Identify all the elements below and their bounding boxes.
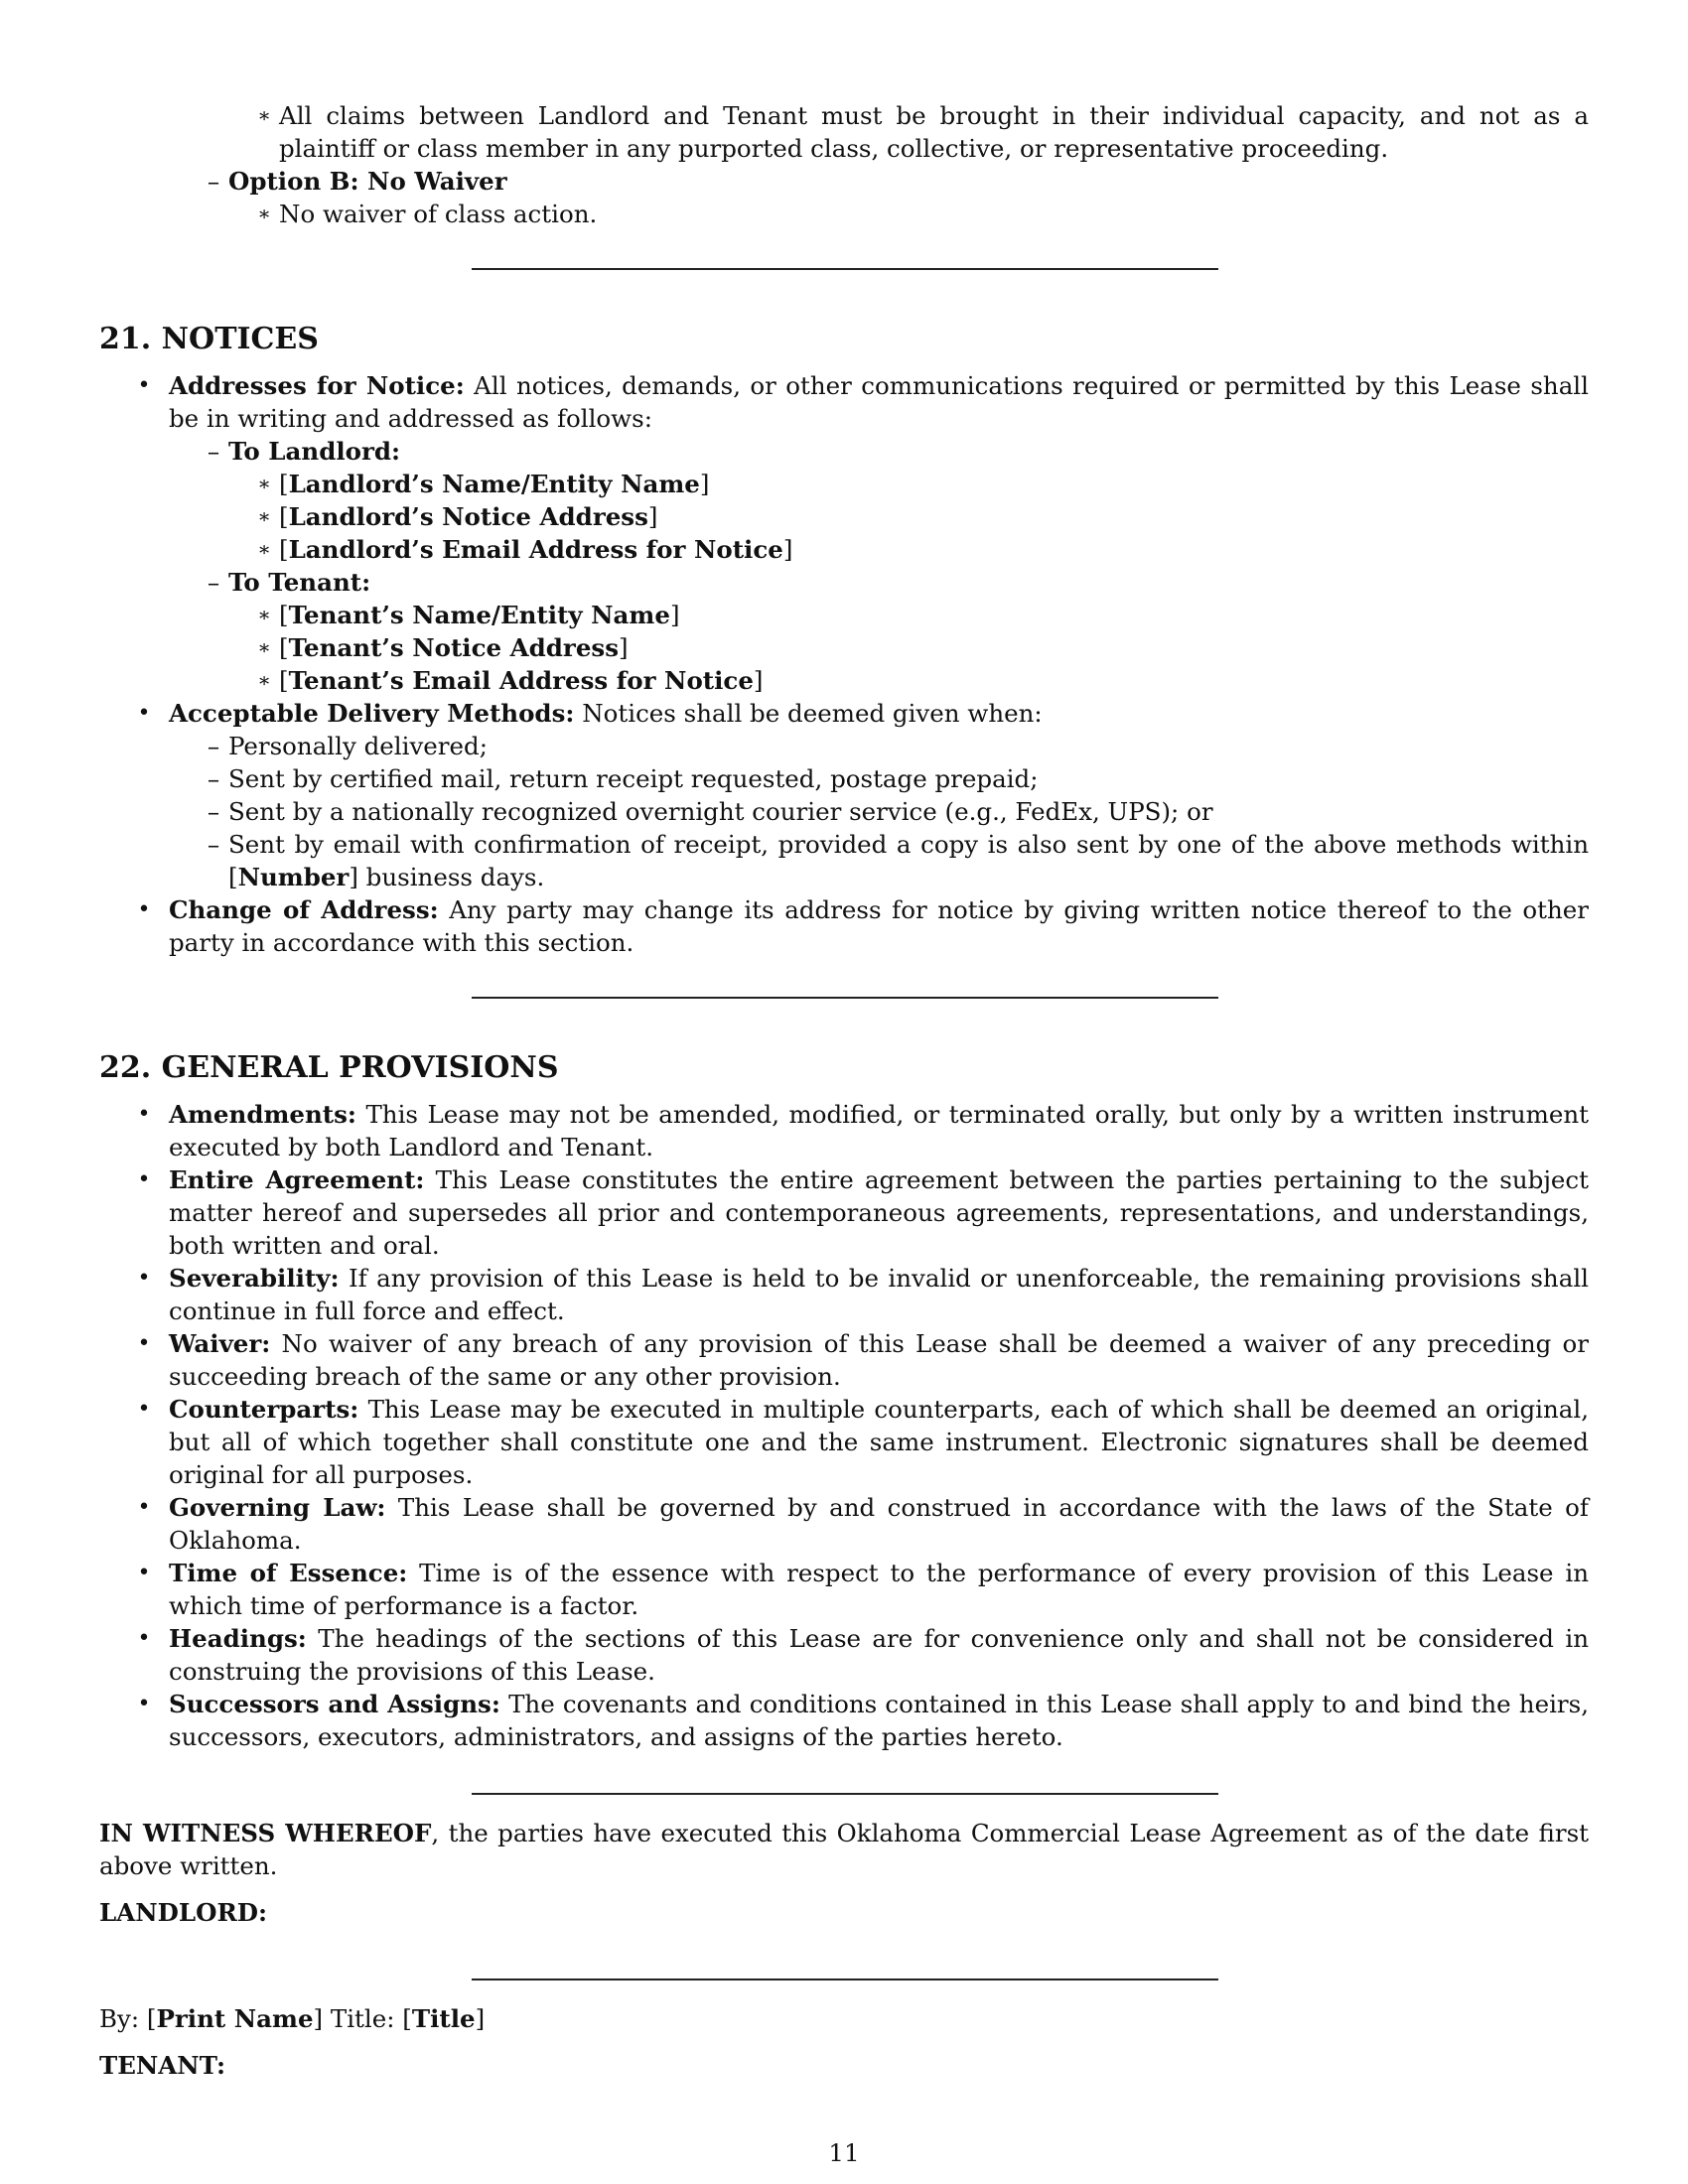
asterisk-bullet-icon: ∗ bbox=[257, 504, 271, 528]
list-item: • Amendments: This Lease may not be amended, modified, or terminated orally, but only by a written instrument executed by both Landlord and Tenant. bbox=[99, 1098, 1589, 1163]
landlord-by-line: By: [Print Name] Title: [Title] bbox=[99, 2004, 486, 2033]
section-heading-notices: 21. NOTICES bbox=[99, 322, 319, 356]
list-item: ∗ No waiver of class action. bbox=[99, 198, 1589, 230]
option-b-label: Option B: No Waiver bbox=[228, 167, 507, 196]
list-item: • Counterparts: This Lease may be executed in multiple counterparts, each of which shall be deemed an original, but all of which together shall constitute one and the same instrument. Electronic signatures shall be deemed original for all purposes. bbox=[99, 1393, 1589, 1491]
document-content bbox=[99, 99, 1589, 2082]
list-item: ∗ [Landlord’s Email Address for Notice] bbox=[99, 533, 1589, 566]
bullet-icon: • bbox=[137, 1102, 151, 1127]
list-item: – Sent by email with confirmation of receipt, provided a copy is also sent by one of the above methods within [Number] business days. bbox=[99, 828, 1589, 893]
dash-bullet-icon: – bbox=[207, 830, 220, 859]
bullet-icon: • bbox=[137, 897, 151, 922]
section-divider bbox=[472, 1793, 1218, 1795]
witness-paragraph: IN WITNESS WHEREOF, the parties have executed this Oklahoma Commercial Lease Agreement as of the date first above written. bbox=[99, 1819, 1589, 1880]
bullet-icon: • bbox=[137, 1331, 151, 1356]
list-item: • Headings: The headings of the sections of this Lease are for convenience only and shall not be considered in construing the provisions of this Lease. bbox=[99, 1622, 1589, 1688]
asterisk-bullet-icon: ∗ bbox=[257, 103, 271, 127]
list-item-change-of-address: • Change of Address: Any party may change its address for notice by giving written notice thereof to the other party in accordance with this section. bbox=[99, 893, 1589, 959]
list-item: • Successors and Assigns: The covenants and conditions contained in this Lease shall apply to and bind the heirs, successors, executors, administrators, and assigns of the parties hereto. bbox=[99, 1688, 1589, 1753]
section-divider bbox=[472, 268, 1218, 270]
asterisk-bullet-icon: ∗ bbox=[257, 635, 271, 659]
bullet-icon: • bbox=[137, 1397, 151, 1422]
asterisk-bullet-icon: ∗ bbox=[257, 668, 271, 692]
list-item: – Sent by a nationally recognized overnight courier service (e.g., FedEx, UPS); or bbox=[99, 795, 1589, 828]
bullet-icon: • bbox=[137, 373, 151, 398]
bullet-icon: • bbox=[137, 1561, 151, 1585]
dash-bullet-icon: – bbox=[207, 732, 220, 760]
list-item: ∗ [Landlord’s Name/Entity Name] bbox=[99, 468, 1589, 500]
asterisk-bullet-icon: ∗ bbox=[257, 603, 271, 626]
list-item bbox=[99, 165, 1589, 198]
list-item-delivery: • Acceptable Delivery Methods: Notices shall be deemed given when: bbox=[99, 697, 1589, 730]
dash-bullet-icon: – bbox=[207, 167, 220, 196]
landlord-signature-line bbox=[472, 1979, 1218, 1980]
asterisk-bullet-icon: ∗ bbox=[257, 202, 271, 225]
list-item: • Entire Agreement: This Lease constitutes the entire agreement between the parties pertaining to the subject matter hereof and supersedes all prior and contemporaneous agreements, representations, and understandings, both written and oral. bbox=[99, 1163, 1589, 1262]
list-item: ∗ [Tenant’s Notice Address] bbox=[99, 631, 1589, 664]
list-item: • Waiver: No waiver of any breach of any provision of this Lease shall be deemed a waiver of any preceding or succeeding breach of the same or any other provision. bbox=[99, 1327, 1589, 1393]
asterisk-bullet-icon: ∗ bbox=[257, 537, 271, 561]
bullet-icon: • bbox=[137, 1692, 151, 1716]
list-item: ∗ All claims between Landlord and Tenant must be brought in their individual capacity, and not as a plaintiff or class member in any purported class, collective, or representative proceeding. bbox=[99, 99, 1589, 165]
dash-bullet-icon: – bbox=[207, 797, 220, 826]
list-item: ∗ [Tenant’s Email Address for Notice] bbox=[99, 664, 1589, 697]
list-item: • Governing Law: This Lease shall be governed by and construed in accordance with the laws of the State of Oklahoma. bbox=[99, 1491, 1589, 1557]
landlord-label: LANDLORD: bbox=[99, 1898, 268, 1927]
bullet-icon: • bbox=[137, 1167, 151, 1192]
dash-bullet-icon: – bbox=[207, 764, 220, 793]
list-item: • Severability: If any provision of this Lease is held to be invalid or unenforceable, the remaining provisions shall continue in full force and effect. bbox=[99, 1262, 1589, 1327]
bullet-icon: • bbox=[137, 1266, 151, 1291]
list-item-addresses: • Addresses for Notice: All notices, demands, or other communications required or permitted by this Lease shall be in writing and addressed as follows: bbox=[99, 369, 1589, 435]
list-item: – To Tenant: bbox=[99, 566, 1589, 599]
list-item: – Sent by certified mail, return receipt requested, postage prepaid; bbox=[99, 762, 1589, 795]
dash-bullet-icon: – bbox=[207, 568, 220, 597]
bullet-icon: • bbox=[137, 1626, 151, 1651]
section-heading-general-provisions: 22. GENERAL PROVISIONS bbox=[99, 1050, 559, 1085]
list-item: – To Landlord: bbox=[99, 435, 1589, 468]
list-item: – Personally delivered; bbox=[99, 730, 1589, 762]
list-item: ∗ [Landlord’s Notice Address] bbox=[99, 500, 1589, 533]
asterisk-bullet-icon: ∗ bbox=[257, 472, 271, 495]
list-item: • Time of Essence: Time is of the essence with respect to the performance of every provision of this Lease in which time of performance is a factor. bbox=[99, 1557, 1589, 1622]
bullet-icon: • bbox=[137, 1495, 151, 1520]
section-divider bbox=[472, 997, 1218, 999]
bullet-icon: • bbox=[137, 701, 151, 726]
dash-bullet-icon: – bbox=[207, 437, 220, 466]
page-number: 11 bbox=[828, 2138, 860, 2167]
list-item: ∗ [Tenant’s Name/Entity Name] bbox=[99, 599, 1589, 631]
tenant-label: TENANT: bbox=[99, 2051, 226, 2080]
